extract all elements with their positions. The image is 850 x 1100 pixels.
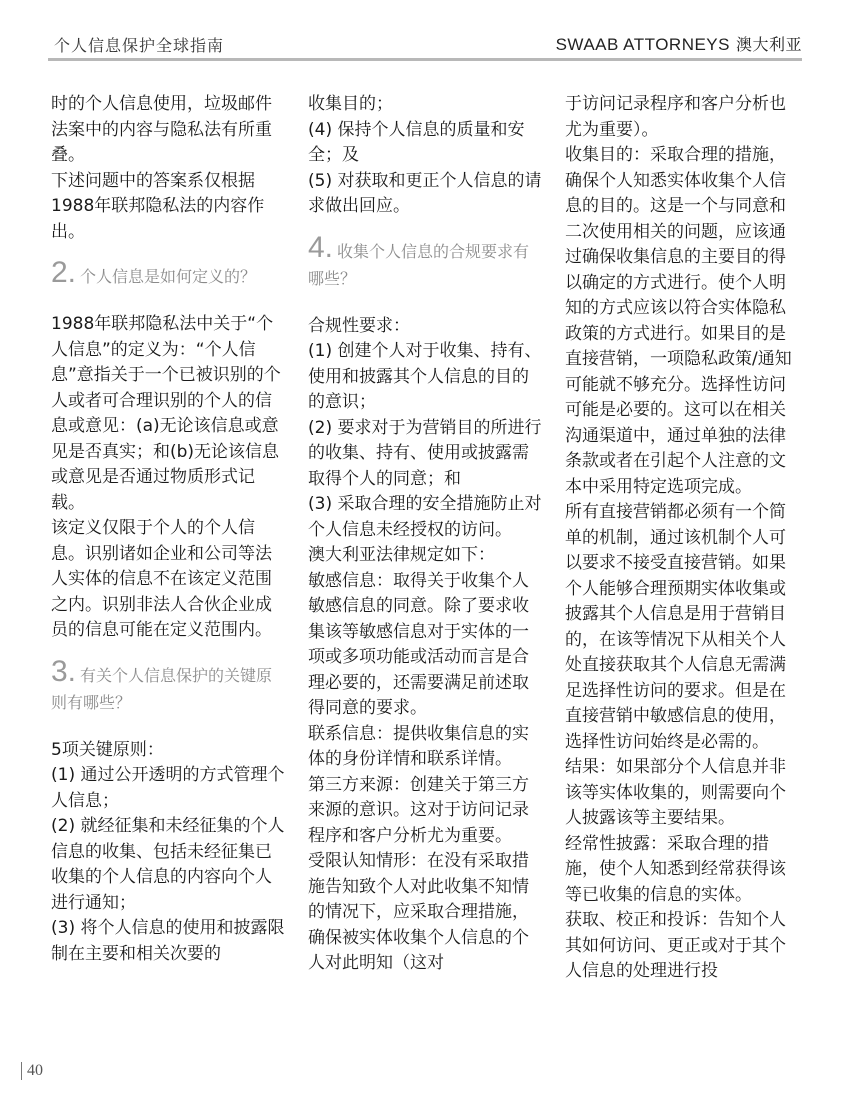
page-number: 40 [21,1062,43,1080]
firm-country [556,32,802,55]
column-1 [51,92,287,967]
section-number: 2. [51,256,77,289]
list-item: (2) 就经征集和未经征集的个人信息的收集、包括未经征集已收集的个人信息的内容向个人进行通知； [51,816,285,913]
column-3 [565,92,801,985]
paragraph: 获取、校正和投诉：告知个人其如何访问、更正或对于其个人信息的处理进行投 [565,910,786,981]
paragraph: 联系信息：提供收集信息的实体的身份详情和联系详情。 [308,723,529,769]
section-number: 3. [51,654,77,688]
paragraph: 该定义仅限于个人的个人信息。识别诸如企业和公司等法人实体的信息不在该定义范围之内。识别非法人合伙企业成员的信息可能在定义范围内。 [51,518,272,640]
section-heading-3 [51,654,287,716]
list-item: (1) 通过公开透明的方式管理个人信息； [51,765,285,811]
list-item: (5) 对获取和更正个人信息的请求做出回应。 [308,170,542,216]
section-title: 有关个人信息保护的关键原则有哪些？ [51,665,273,712]
list-item: (1) 创建个人对于收集、持有、使用和披露其个人信息的目的的意识； [308,341,542,412]
paragraph: 受限认知情形：在没有采取措施告知致个人对此收集不知情的情况下，应采取合理措施，确保被实体收集个人信息的个人对此明知（这对 [308,851,529,973]
paragraph: 所有直接营销都必须有一个简单的机制，通过该机制个人可以要求不接受直接营销。如果个人能够合理预期实体收集或披露其个人信息是用于营销目的，在该等情况下从相关个人处直接获取其个人信息无需满足选择性访问的要求。但是在直接营销中敏感信息的使用，选择性访问始终是必需的。 [565,502,786,752]
paragraph: 时的个人信息使用，垃圾邮件法案中的内容与隐私法有所重叠。 [51,94,272,165]
paragraph: 第三方来源：创建关于第三方来源的意识。这对于访问记录程序和客户分析尤为重要。 [308,774,529,846]
list-item: (4) 保持个人信息的质量和安全；及 [308,119,525,165]
column-2 [308,92,544,977]
section-number: 4. [308,230,334,264]
paragraph: 敏感信息：取得关于收集个人敏感信息的同意。除了要求收集该等敏感信息对于实体的一项或多项功能或活动而言是合理必要的，还需要满足前述取得同意的要求。 [308,570,529,718]
paragraph: 5项关键原则： [51,739,164,760]
paragraph: 结果：如果部分个人信息并非该等实体收集的，则需要向个人披露该等主要结果。 [565,757,786,828]
header-rule [48,58,802,61]
page-header [48,28,802,58]
section-heading-2 [51,256,287,290]
list-item: (2) 要求对于为营销目的所进行的收集、持有、使用或披露需取得个人的同意；和 [308,417,542,489]
running-title: 个人信息保护全球指南 [54,36,225,55]
firm-name: SWAAB ATTORNEYS [555,35,730,54]
paragraph: 澳大利亚法律规定如下： [308,545,495,565]
list-item: 收集目的； [308,94,393,114]
paragraph: 下述问题中的答案系仅根据1988年联邦隐私法的内容作出。 [51,170,265,242]
country-name: 澳大利亚 [735,35,802,54]
paragraph: 于访问记录程序和客户分析也尤为重要）。 [565,94,786,140]
section-heading-4 [308,230,544,292]
list-item: (3) 采取合理的安全措施防止对个人信息未经授权的访问。 [308,494,542,540]
paragraph: 收集目的：采取合理的措施，确保个人知悉实体收集个人信息的目的。这是一个与同意和二次使用相关的问题，应该通过确保收集信息的主要目的得以确定的方式进行。使个人明知的方式应该以符合实体隐私政策的方式进行。如果目的是直接营销，一项隐私政策/通知可能就不够充分。选择性访问可能是必要的。这可以在相关沟通渠道中，通过单独的法律条款或者在引起个人注意的文本中采用特定选项完成。 [565,145,792,497]
section-title: 收集个人信息的合规要求有哪些？ [308,241,530,288]
paragraph: 经常性披露：采取合理的措施，使个人知悉到经常获得该等已收集的信息的实体。 [565,833,786,905]
paragraph: 合规性要求： [308,315,410,336]
section-title: 个人信息是如何定义的？ [80,267,257,286]
list-item: (3) 将个人信息的使用和披露限制在主要和相关次要的 [51,918,285,964]
paragraph: 1988年联邦隐私法中关于“个人信息”的定义为：“个人信息”意指关于一个已被识别的个人或者可合理识别的个人的信息或意见：(a)无论该信息或意见是否真实；和(b)无论该信息或意见是否通过物质形式记载。 [51,314,281,513]
